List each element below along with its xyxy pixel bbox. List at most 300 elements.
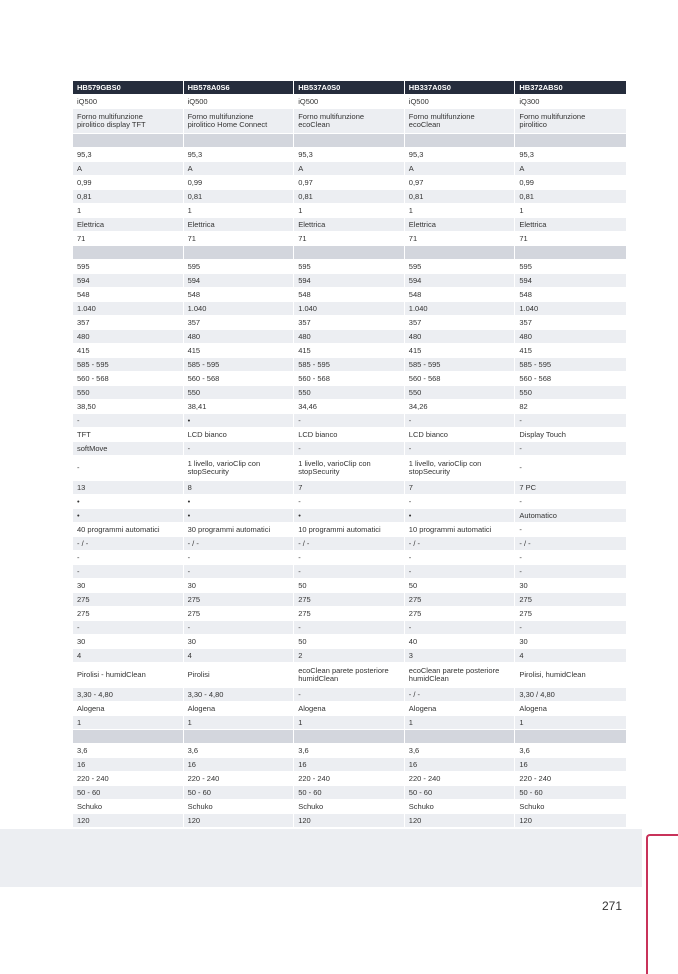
table-cell: - xyxy=(519,496,522,506)
table-cell: 275 xyxy=(519,594,532,604)
table-cell: 548 xyxy=(184,288,295,301)
table-cell: 415 xyxy=(73,344,184,357)
table-cell: 220 - 240 xyxy=(294,772,405,785)
table-row xyxy=(73,344,626,358)
table-cell: 95,3 xyxy=(405,148,516,161)
table-cell: 585 - 595 xyxy=(184,358,295,371)
table-row xyxy=(73,635,626,649)
table-cell: 550 xyxy=(519,387,532,397)
table-row xyxy=(73,232,626,246)
table-cell: 3 xyxy=(405,649,516,662)
table-cell: 3,6 xyxy=(73,744,184,757)
table-cell: - xyxy=(405,414,516,427)
table-cell: - xyxy=(294,565,405,578)
table-cell: 95,3 xyxy=(73,148,184,161)
table-row xyxy=(73,800,626,814)
table-cell: Automatico xyxy=(519,510,557,520)
table-cell: 95,3 xyxy=(294,148,405,161)
table-cell: TFT xyxy=(73,428,184,441)
table-cell: - xyxy=(294,551,405,564)
table-cell: 50 xyxy=(405,579,516,592)
table-cell: 50 - 60 xyxy=(184,786,295,799)
table-cell: 585 - 595 xyxy=(405,358,516,371)
table-cell xyxy=(294,246,405,259)
table-cell: • xyxy=(405,509,516,522)
section-separator xyxy=(73,134,626,148)
table-cell: 585 - 595 xyxy=(294,358,405,371)
table-cell: - xyxy=(73,565,184,578)
table-cell xyxy=(515,730,626,743)
section-separator xyxy=(73,246,626,260)
table-header-row xyxy=(73,81,626,95)
table-cell: 1.040 xyxy=(184,302,295,315)
table-row xyxy=(73,481,626,495)
table-cell: 594 xyxy=(294,274,405,287)
table-cell: Elettrica xyxy=(405,218,516,231)
table-cell xyxy=(184,134,295,147)
table-cell: 0,97 xyxy=(405,176,516,189)
table-cell: 480 xyxy=(519,331,532,341)
table-cell: 1 xyxy=(73,716,184,729)
table-cell: • xyxy=(73,495,184,508)
table-cell xyxy=(73,246,184,259)
table-cell: Forno multifunzione pirolitico xyxy=(519,112,586,129)
table-cell: 220 - 240 xyxy=(519,773,552,783)
table-cell: • xyxy=(184,414,295,427)
table-cell xyxy=(515,246,626,259)
table-cell: 7 PC xyxy=(519,482,537,492)
table-cell: 30 xyxy=(73,579,184,592)
page-corner-tab xyxy=(646,834,678,974)
table-row xyxy=(73,204,626,218)
table-cell: - xyxy=(294,442,405,455)
table-cell: 38,41 xyxy=(184,400,295,413)
column-header: HB579GBS0 xyxy=(73,81,184,94)
table-cell xyxy=(405,730,516,743)
table-cell: - xyxy=(519,566,522,576)
table-cell xyxy=(73,134,184,147)
table-cell: 3,30 - 4,80 xyxy=(73,688,184,701)
table-cell: 585 - 595 xyxy=(519,359,552,369)
table-cell: 0,99 xyxy=(184,176,295,189)
table-cell: 220 - 240 xyxy=(73,772,184,785)
table-cell: - xyxy=(73,621,184,634)
table-cell: 1.040 xyxy=(405,302,516,315)
page-number: 271 xyxy=(602,899,623,913)
table-row xyxy=(73,400,626,414)
table-cell: Forno multifunzione ecoClean xyxy=(294,109,405,133)
table-cell: 8 xyxy=(184,481,295,494)
table-cell: A xyxy=(405,162,516,175)
table-cell: A xyxy=(519,163,525,173)
table-cell: 548 xyxy=(405,288,516,301)
table-cell: 275 xyxy=(184,593,295,606)
table-cell: 95,3 xyxy=(519,149,534,159)
table-cell: 0,81 xyxy=(405,190,516,203)
table-cell: 1 xyxy=(294,204,405,217)
table-cell: Schuko xyxy=(405,800,516,813)
table-cell: 595 xyxy=(294,260,405,273)
table-cell: - / - xyxy=(73,537,184,550)
table-cell: • xyxy=(294,509,405,522)
table-cell: 595 xyxy=(405,260,516,273)
table-cell: 16 xyxy=(519,759,528,769)
table-cell: - xyxy=(519,443,522,453)
table-cell: 4 xyxy=(73,649,184,662)
table-cell: iQ500 xyxy=(294,95,405,108)
table-cell: ecoClean parete posteriore humidClean xyxy=(405,663,516,687)
table-cell: - xyxy=(519,622,522,632)
table-cell: 40 xyxy=(405,635,516,648)
table-cell xyxy=(294,134,405,147)
table-cell: 34,26 xyxy=(405,400,516,413)
table-cell: 594 xyxy=(184,274,295,287)
table-cell: - xyxy=(294,495,405,508)
table-cell: 1.040 xyxy=(73,302,184,315)
table-row xyxy=(73,565,626,579)
table-row xyxy=(73,274,626,288)
table-cell: 415 xyxy=(405,344,516,357)
table-row xyxy=(73,218,626,232)
table-cell: Alogena xyxy=(184,702,295,715)
table-cell: 3,6 xyxy=(184,744,295,757)
table-cell: A xyxy=(294,162,405,175)
table-cell: Pirolisi xyxy=(184,663,295,687)
table-cell: 16 xyxy=(405,758,516,771)
table-row xyxy=(73,716,626,730)
table-row xyxy=(73,495,626,509)
table-cell: Alogena xyxy=(405,702,516,715)
table-cell: 357 xyxy=(73,316,184,329)
table-cell: 220 - 240 xyxy=(184,772,295,785)
table-cell: Elettrica xyxy=(294,218,405,231)
table-cell: 1 xyxy=(184,716,295,729)
table-row xyxy=(73,176,626,190)
table-row xyxy=(73,523,626,537)
table-cell: 548 xyxy=(519,289,532,299)
table-cell: - xyxy=(519,552,522,562)
table-cell: - xyxy=(294,621,405,634)
table-cell: Schuko xyxy=(73,800,184,813)
table-cell: - xyxy=(73,551,184,564)
table-cell: 71 xyxy=(73,232,184,245)
table-cell: 4 xyxy=(519,650,524,660)
table-cell: Schuko xyxy=(184,800,295,813)
table-cell: 594 xyxy=(405,274,516,287)
table-cell: 120 xyxy=(405,814,516,827)
table-cell: - xyxy=(73,414,184,427)
table-cell: 7 xyxy=(294,481,405,494)
table-cell: 50 xyxy=(294,635,405,648)
table-row xyxy=(73,302,626,316)
table-cell: - xyxy=(184,442,295,455)
table-cell: 357 xyxy=(519,317,532,327)
table-cell: 1 xyxy=(294,716,405,729)
table-cell: Forno multifunzione pirolitico display TFT xyxy=(73,109,184,133)
table-cell: Alogena xyxy=(73,702,184,715)
table-cell: 1 livello, varioClip con stopSecurity xyxy=(294,456,405,480)
table-cell: • xyxy=(184,495,295,508)
table-cell: 3,30 - 4,80 xyxy=(184,688,295,701)
table-cell: 30 xyxy=(184,635,295,648)
table-cell: 50 - 60 xyxy=(405,786,516,799)
table-cell: - xyxy=(519,415,522,425)
table-cell: - xyxy=(184,621,295,634)
table-cell: 1.040 xyxy=(294,302,405,315)
table-row xyxy=(73,509,626,523)
table-row xyxy=(73,316,626,330)
table-cell: 550 xyxy=(184,386,295,399)
table-row xyxy=(73,786,626,800)
table-row xyxy=(73,744,626,758)
table-cell: Elettrica xyxy=(519,219,547,229)
table-row xyxy=(73,386,626,400)
table-cell: 1 xyxy=(184,204,295,217)
table-row xyxy=(73,537,626,551)
table-cell: - / - xyxy=(405,688,516,701)
table-cell: Elettrica xyxy=(73,218,184,231)
table-row xyxy=(73,288,626,302)
table-row xyxy=(73,428,626,442)
table-cell: - / - xyxy=(405,537,516,550)
table-cell: 595 xyxy=(73,260,184,273)
table-cell: - xyxy=(519,463,522,472)
table-row xyxy=(73,358,626,372)
table-row xyxy=(73,456,626,481)
table-row xyxy=(73,688,626,702)
table-cell: - xyxy=(405,495,516,508)
table-cell: - xyxy=(294,414,405,427)
table-cell: 38,50 xyxy=(73,400,184,413)
table-cell: 3,30 / 4,80 xyxy=(519,689,555,699)
table-cell: A xyxy=(184,162,295,175)
table-cell: 71 xyxy=(519,233,528,243)
table-cell: 50 - 60 xyxy=(519,787,543,797)
table-cell: 30 xyxy=(519,636,528,646)
table-row xyxy=(73,95,626,109)
table-cell: Schuko xyxy=(519,801,545,811)
table-row xyxy=(73,607,626,621)
table-cell: Alogena xyxy=(294,702,405,715)
table-cell: 560 - 568 xyxy=(73,372,184,385)
table-cell xyxy=(184,246,295,259)
table-row xyxy=(73,758,626,772)
table-cell: 275 xyxy=(519,608,532,618)
table-cell: Schuko xyxy=(294,800,405,813)
table-cell: 120 xyxy=(73,814,184,827)
table-cell: 415 xyxy=(184,344,295,357)
table-cell: 1 xyxy=(405,716,516,729)
table-cell: 1 xyxy=(519,205,524,215)
table-row xyxy=(73,442,626,456)
table-cell: LCD bianco xyxy=(294,428,405,441)
table-row xyxy=(73,109,626,134)
table-cell: - xyxy=(405,551,516,564)
table-cell: 480 xyxy=(294,330,405,343)
table-row xyxy=(73,162,626,176)
table-cell: 275 xyxy=(405,607,516,620)
table-cell: 71 xyxy=(294,232,405,245)
table-cell: 16 xyxy=(184,758,295,771)
table-cell: 357 xyxy=(184,316,295,329)
table-cell: 560 - 568 xyxy=(184,372,295,385)
table-cell xyxy=(73,730,184,743)
table-cell: 0,81 xyxy=(73,190,184,203)
table-row xyxy=(73,330,626,344)
table-cell xyxy=(184,730,295,743)
table-cell: 275 xyxy=(294,607,405,620)
table-cell: 50 - 60 xyxy=(73,786,184,799)
table-row xyxy=(73,190,626,204)
table-cell: - xyxy=(73,456,184,480)
table-cell: - xyxy=(184,565,295,578)
table-row xyxy=(73,702,626,716)
product-spec-table xyxy=(73,81,626,828)
table-cell: - / - xyxy=(184,537,295,550)
table-cell: 0,97 xyxy=(294,176,405,189)
table-cell: - / - xyxy=(294,537,405,550)
table-cell: 3,6 xyxy=(405,744,516,757)
table-row xyxy=(73,414,626,428)
table-cell: - xyxy=(405,442,516,455)
footer-band xyxy=(0,829,642,887)
table-cell: 120 xyxy=(184,814,295,827)
table-cell: softMove xyxy=(73,442,184,455)
table-row xyxy=(73,551,626,565)
table-cell: 480 xyxy=(184,330,295,343)
table-cell: 1 xyxy=(73,204,184,217)
table-row xyxy=(73,772,626,786)
table-cell: 480 xyxy=(405,330,516,343)
table-cell xyxy=(515,134,626,147)
table-cell: 50 - 60 xyxy=(294,786,405,799)
table-cell: - xyxy=(405,565,516,578)
table-cell: LCD bianco xyxy=(405,428,516,441)
table-cell xyxy=(405,134,516,147)
table-cell: 1 xyxy=(405,204,516,217)
table-cell xyxy=(405,246,516,259)
table-cell: 548 xyxy=(294,288,405,301)
table-cell: 2 xyxy=(294,649,405,662)
table-cell: 30 xyxy=(184,579,295,592)
table-cell xyxy=(294,730,405,743)
table-cell: Alogena xyxy=(519,703,547,713)
table-cell: 1.040 xyxy=(519,303,539,313)
table-cell: 120 xyxy=(294,814,405,827)
table-cell: LCD bianco xyxy=(184,428,295,441)
table-cell: iQ300 xyxy=(519,96,540,106)
column-header: HB372ABS0 xyxy=(519,82,563,92)
table-cell: 275 xyxy=(405,593,516,606)
column-header: HB578A0S6 xyxy=(184,81,295,94)
table-cell: 480 xyxy=(73,330,184,343)
table-cell: 95,3 xyxy=(184,148,295,161)
table-cell: - xyxy=(184,551,295,564)
table-cell: 30 xyxy=(73,635,184,648)
table-cell: 10 programmi automatici xyxy=(294,523,405,536)
table-cell: 71 xyxy=(405,232,516,245)
table-cell: 595 xyxy=(519,261,532,271)
table-cell: 357 xyxy=(294,316,405,329)
table-cell: 16 xyxy=(294,758,405,771)
table-cell: 71 xyxy=(184,232,295,245)
table-cell: 7 xyxy=(405,481,516,494)
table-row xyxy=(73,260,626,274)
table-cell: 3,6 xyxy=(294,744,405,757)
table-cell: 560 - 568 xyxy=(294,372,405,385)
table-row xyxy=(73,579,626,593)
table-cell: Forno multifunzione pirolitico Home Connect xyxy=(184,109,295,133)
table-cell: 0,81 xyxy=(519,191,534,201)
column-header: HB537A0S0 xyxy=(294,81,405,94)
table-cell: 120 xyxy=(519,815,532,825)
table-cell: - xyxy=(294,688,405,701)
table-cell: 13 xyxy=(73,481,184,494)
table-cell: iQ500 xyxy=(184,95,295,108)
table-cell: 585 - 595 xyxy=(73,358,184,371)
table-row xyxy=(73,593,626,607)
table-cell: 30 programmi automatici xyxy=(184,523,295,536)
table-cell: Pirolisi, humidClean xyxy=(519,670,586,679)
table-cell: Display Touch xyxy=(519,429,566,439)
table-cell: • xyxy=(184,509,295,522)
table-cell: 30 xyxy=(519,580,528,590)
table-cell: 40 programmi automatici xyxy=(73,523,184,536)
table-cell: 275 xyxy=(184,607,295,620)
table-row xyxy=(73,663,626,688)
table-row xyxy=(73,372,626,386)
table-cell: 415 xyxy=(519,345,532,355)
table-cell: 16 xyxy=(73,758,184,771)
table-cell: 50 xyxy=(294,579,405,592)
column-header: HB337A0S0 xyxy=(405,81,516,94)
table-cell: - / - xyxy=(519,538,531,548)
table-cell: 3,6 xyxy=(519,745,530,755)
table-cell: 415 xyxy=(294,344,405,357)
table-row xyxy=(73,621,626,635)
table-cell: 4 xyxy=(184,649,295,662)
table-cell: 0,81 xyxy=(294,190,405,203)
table-cell: 1 livello, varioClip con stopSecurity xyxy=(184,456,295,480)
table-cell: iQ500 xyxy=(405,95,516,108)
table-cell: Elettrica xyxy=(184,218,295,231)
table-row xyxy=(73,148,626,162)
table-cell: 275 xyxy=(294,593,405,606)
table-cell: 548 xyxy=(73,288,184,301)
table-cell: 560 - 568 xyxy=(519,373,552,383)
table-cell: 275 xyxy=(73,607,184,620)
table-cell: 0,99 xyxy=(73,176,184,189)
table-cell: 0,99 xyxy=(519,177,534,187)
table-cell: 550 xyxy=(294,386,405,399)
table-cell: 357 xyxy=(405,316,516,329)
table-cell: ecoClean parete posteriore humidClean xyxy=(294,663,405,687)
table-cell: 550 xyxy=(405,386,516,399)
table-cell: 220 - 240 xyxy=(405,772,516,785)
table-cell: 594 xyxy=(519,275,532,285)
table-cell: - xyxy=(519,524,522,534)
table-cell: • xyxy=(73,509,184,522)
table-cell: 560 - 568 xyxy=(405,372,516,385)
table-cell: 594 xyxy=(73,274,184,287)
table-cell: 1 xyxy=(519,717,524,727)
table-row xyxy=(73,814,626,828)
table-cell: A xyxy=(73,162,184,175)
table-cell: Pirolisi - humidClean xyxy=(73,663,184,687)
table-cell: iQ500 xyxy=(73,95,184,108)
table-row xyxy=(73,649,626,663)
table-cell: 34,46 xyxy=(294,400,405,413)
